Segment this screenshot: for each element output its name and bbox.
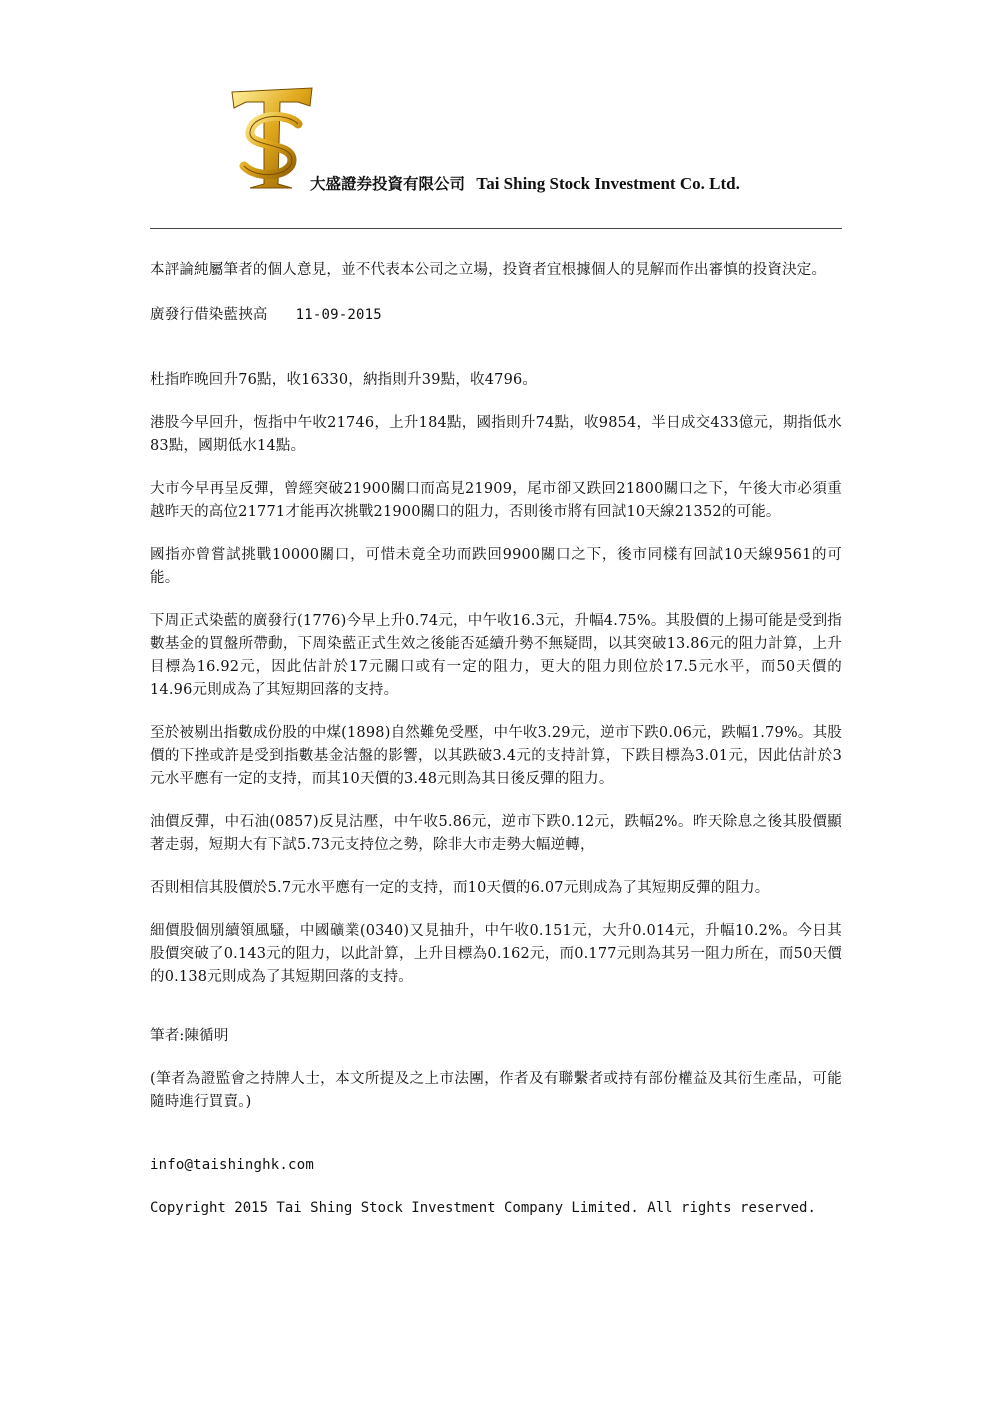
copyright: Copyright 2015 Tai Shing Stock Investment Company Limited. All rights reserved. xyxy=(150,1200,816,1216)
paragraph: 杜指昨晚回升76點，收16330，納指則升39點，收4796。 xyxy=(150,372,538,388)
paragraph: 下周正式染藍的廣發行(1776)今早上升0.74元，中午收16.3元，升幅4.75%。其股價的上揚可能是受到指數基金的買盤所帶動，下周染藍正式生效之後能否延續升勢不無疑問，以其突破13.86元的阻力計算，上升目標為16.92元，因此估計於17元關口或有一定的阻力，更大的阻力則位於17.5元水平，而50天價的14.96元則成為了其短期回落的支持。 xyxy=(150,613,842,698)
article-date: 11-09-2015 xyxy=(295,307,382,323)
author-disclosure: (筆者為證監會之持牌人士，本文所提及之上市法團，作者及有聯繫者或持有部份權益及其衍生產品，可能隨時進行買賣。) xyxy=(150,1071,842,1110)
paragraph: 港股今早回升，恆指中午收21746，上升184點，國指則升74點，收9854，半日成交433億元，期指低水83點，國期低水14點。 xyxy=(150,415,842,454)
company-name-en: Tai Shing Stock Investment Co. Ltd. xyxy=(476,174,740,193)
article-title: 廣發行借染藍挾高 xyxy=(150,307,268,323)
paragraph: 細價股個別續領風騷，中國礦業(0340)又見抽升，中午收0.151元，大升0.014元，升幅10.2%。今日其股價突破了0.143元的阻力，以此計算，上升目標為0.162元，而0.177元則為其另一阻力所在，而50天價的0.138元則成為了其短期回落的支持。 xyxy=(150,923,842,985)
paragraph: 至於被剔出指數成份股的中煤(1898)自然難免受壓，中午收3.29元，逆市下跌0.06元，跌幅1.79%。其股價的下挫或許是受到指數基金沽盤的影響，以其跌破3.4元的支持計算，下跌目標為3.01元，因此估計於3元水平應有一定的支持，而其10天價的3.48元則為其日後反彈的阻力。 xyxy=(150,725,842,787)
ts-gold-logo-icon xyxy=(226,84,318,192)
article-heading xyxy=(150,304,842,327)
company-name-zh: 大盛證券投資有限公司 xyxy=(310,174,466,193)
company-name xyxy=(310,172,740,194)
header-divider xyxy=(150,228,842,229)
disclaimer: 本評論純屬筆者的個人意見，並不代表本公司之立場，投資者宜根據個人的見解而作出審慎的投資決定。 xyxy=(150,262,827,278)
paragraph: 否則相信其股價於5.7元水平應有一定的支持，而10天價的6.07元則成為了其短期反彈的阻力。 xyxy=(150,880,770,896)
article-body xyxy=(150,256,842,1220)
paragraph: 國指亦曾嘗試挑戰10000關口，可惜未竟全功而跌回9900關口之下，後市同樣有回試10天線9561的可能。 xyxy=(150,547,842,586)
paragraph: 大市今早再呈反彈，曾經突破21900關口而高見21909，尾市卻又跌回21800關口之下，午後大市必須重越昨天的高位21771才能再次挑戰21900關口的阻力，否則後市將有回試10天線21352的可能。 xyxy=(150,481,842,520)
author: 筆者:陳循明 xyxy=(150,1028,229,1044)
paragraph: 油價反彈，中石油(0857)反見沽壓，中午收5.86元，逆市下跌0.12元，跌幅2%。昨天除息之後其股價顯著走弱，短期大有下試5.73元支持位之勢，除非大市走勢大幅逆轉， xyxy=(150,814,842,853)
contact-email[interactable]: info@taishinghk.com xyxy=(150,1157,314,1173)
